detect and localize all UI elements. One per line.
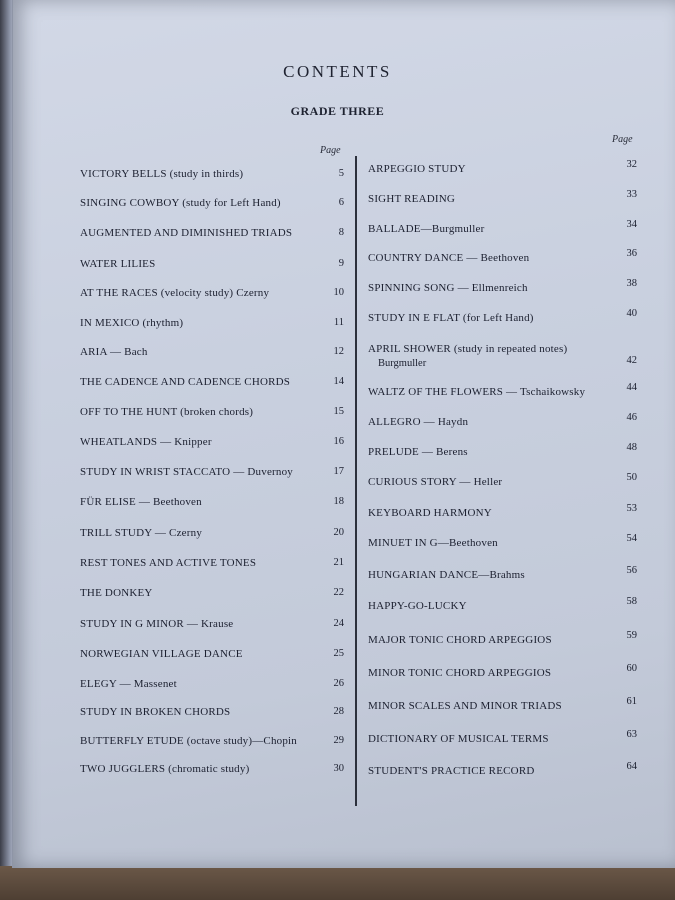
entry-page-number: 38 bbox=[626, 278, 637, 289]
entry-page-number: 24 bbox=[333, 618, 344, 629]
entry-page-number: 36 bbox=[626, 248, 637, 259]
entry-page-number: 42 bbox=[626, 355, 637, 366]
entry-page-number: 9 bbox=[338, 258, 344, 269]
entry-page-number: 63 bbox=[626, 729, 637, 740]
entry-title: ELEGY — Massenet bbox=[80, 678, 177, 690]
entry-title: BALLADE—Burgmuller bbox=[368, 223, 485, 235]
entry-title: ARIA — Bach bbox=[80, 346, 148, 358]
entry-title: TRILL STUDY — Czerny bbox=[80, 527, 203, 539]
entry-title: THE DONKEY bbox=[80, 587, 153, 599]
entry-page-number: 11 bbox=[333, 317, 344, 328]
entry-title: HUNGARIAN DANCE—Brahms bbox=[368, 569, 525, 581]
table-surface bbox=[0, 866, 675, 900]
entry-title: MINOR TONIC CHORD ARPEGGIOS bbox=[368, 667, 552, 679]
page-title: CONTENTS bbox=[283, 62, 392, 81]
right-page-column-heading: Page bbox=[612, 134, 633, 145]
entry-title: HAPPY-GO-LUCKY bbox=[368, 600, 467, 612]
entry-title: COUNTRY DANCE — Beethoven bbox=[368, 252, 530, 264]
entry-page-number: 46 bbox=[626, 412, 637, 423]
entry-page-number: 48 bbox=[626, 442, 637, 453]
entry-title: WALTZ OF THE FLOWERS — Tschaikowsky bbox=[368, 386, 586, 398]
entry-page-number: 29 bbox=[333, 735, 344, 746]
entry-title: MAJOR TONIC CHORD ARPEGGIOS bbox=[368, 634, 552, 646]
left-page-column-heading: Page bbox=[320, 145, 341, 156]
entry-title: CURIOUS STORY — Heller bbox=[368, 476, 503, 488]
entry-page-number: 34 bbox=[626, 219, 637, 230]
entry-title: ALLEGRO — Haydn bbox=[368, 416, 469, 428]
entry-title: STUDY IN WRIST STACCATO — Duvernoy bbox=[80, 466, 293, 478]
entry-title: OFF TO THE HUNT (broken chords) bbox=[80, 406, 254, 418]
entry-title: SPINNING SONG — Ellmenreich bbox=[368, 282, 528, 294]
entry-title: TWO JUGGLERS (chromatic study) bbox=[80, 763, 250, 775]
entry-page-number: 12 bbox=[333, 346, 344, 357]
entry-page-number: 22 bbox=[333, 587, 344, 598]
entry-page-number: 10 bbox=[333, 287, 344, 298]
entry-title: WHEATLANDS — Knipper bbox=[80, 436, 212, 448]
entry-title: SIGHT READING bbox=[368, 193, 456, 205]
entry-page-number: 59 bbox=[626, 630, 637, 641]
entry-page-number: 40 bbox=[626, 308, 637, 319]
entry-page-number: 16 bbox=[333, 436, 344, 447]
entry-page-number: 5 bbox=[338, 168, 344, 179]
entry-title: MINUET IN G—Beethoven bbox=[368, 537, 498, 549]
grade-heading: GRADE THREE bbox=[290, 104, 385, 118]
entry-page-number: 64 bbox=[626, 761, 637, 772]
entry-page-number: 60 bbox=[626, 663, 637, 674]
entry-title: REST TONES AND ACTIVE TONES bbox=[80, 557, 257, 569]
entry-page-number: 26 bbox=[333, 678, 344, 689]
entry-page-number: 28 bbox=[333, 706, 344, 717]
entry-title: NORWEGIAN VILLAGE DANCE bbox=[80, 648, 243, 660]
entry-title: WATER LILIES bbox=[80, 258, 156, 270]
entry-page-number: 17 bbox=[333, 466, 344, 477]
entry-title: DICTIONARY OF MUSICAL TERMS bbox=[368, 733, 549, 745]
entry-title: PRELUDE — Berens bbox=[368, 446, 468, 458]
entry-page-number: 50 bbox=[626, 472, 637, 483]
entry-title: STUDENT'S PRACTICE RECORD bbox=[368, 765, 535, 777]
entry-page-number: 30 bbox=[333, 763, 344, 774]
entry-title: ARPEGGIO STUDY bbox=[368, 163, 466, 175]
entry-page-number: 20 bbox=[333, 527, 344, 538]
entry-title: AUGMENTED AND DIMINISHED TRIADS bbox=[80, 227, 293, 239]
entry-page-number: 25 bbox=[333, 648, 344, 659]
entry-title: MINOR SCALES AND MINOR TRIADS bbox=[368, 700, 562, 712]
entry-page-number: 6 bbox=[338, 197, 344, 208]
entry-page-number: 15 bbox=[333, 406, 344, 417]
entry-title: STUDY IN BROKEN CHORDS bbox=[80, 706, 231, 718]
entry-page-number: 14 bbox=[333, 376, 344, 387]
entry-title: SINGING COWBOY (study for Left Hand) bbox=[80, 197, 281, 209]
entry-title: KEYBOARD HARMONY bbox=[368, 507, 492, 519]
column-divider bbox=[355, 156, 357, 806]
entry-page-number: 58 bbox=[626, 596, 637, 607]
entry-page-number: 44 bbox=[626, 382, 637, 393]
entry-page-number: 32 bbox=[626, 159, 637, 170]
entry-title: FÜR ELISE — Beethoven bbox=[80, 496, 202, 508]
entry-title: THE CADENCE AND CADENCE CHORDS bbox=[80, 376, 291, 388]
entry-title: BUTTERFLY ETUDE (octave study)—Chopin bbox=[80, 735, 298, 747]
entry-title: VICTORY BELLS (study in thirds) bbox=[80, 168, 244, 180]
entry-page-number: 18 bbox=[333, 496, 344, 507]
entry-page-number: 33 bbox=[626, 189, 637, 200]
entry-title: AT THE RACES (velocity study) Czerny bbox=[80, 287, 270, 299]
entry-page-number: 21 bbox=[333, 557, 344, 568]
entry-title: APRIL SHOWER (study in repeated notes) bbox=[368, 343, 568, 355]
entry-page-number: 8 bbox=[338, 227, 344, 238]
entry-subtitle: Burgmuller bbox=[378, 358, 427, 369]
entry-page-number: 53 bbox=[626, 503, 637, 514]
entry-page-number: 56 bbox=[626, 565, 637, 576]
entry-page-number: 61 bbox=[626, 696, 637, 707]
entry-page-number: 54 bbox=[626, 533, 637, 544]
entry-title: IN MEXICO (rhythm) bbox=[80, 317, 184, 329]
entry-title: STUDY IN E FLAT (for Left Hand) bbox=[368, 312, 534, 324]
entry-title: STUDY IN G MINOR — Krause bbox=[80, 618, 234, 630]
